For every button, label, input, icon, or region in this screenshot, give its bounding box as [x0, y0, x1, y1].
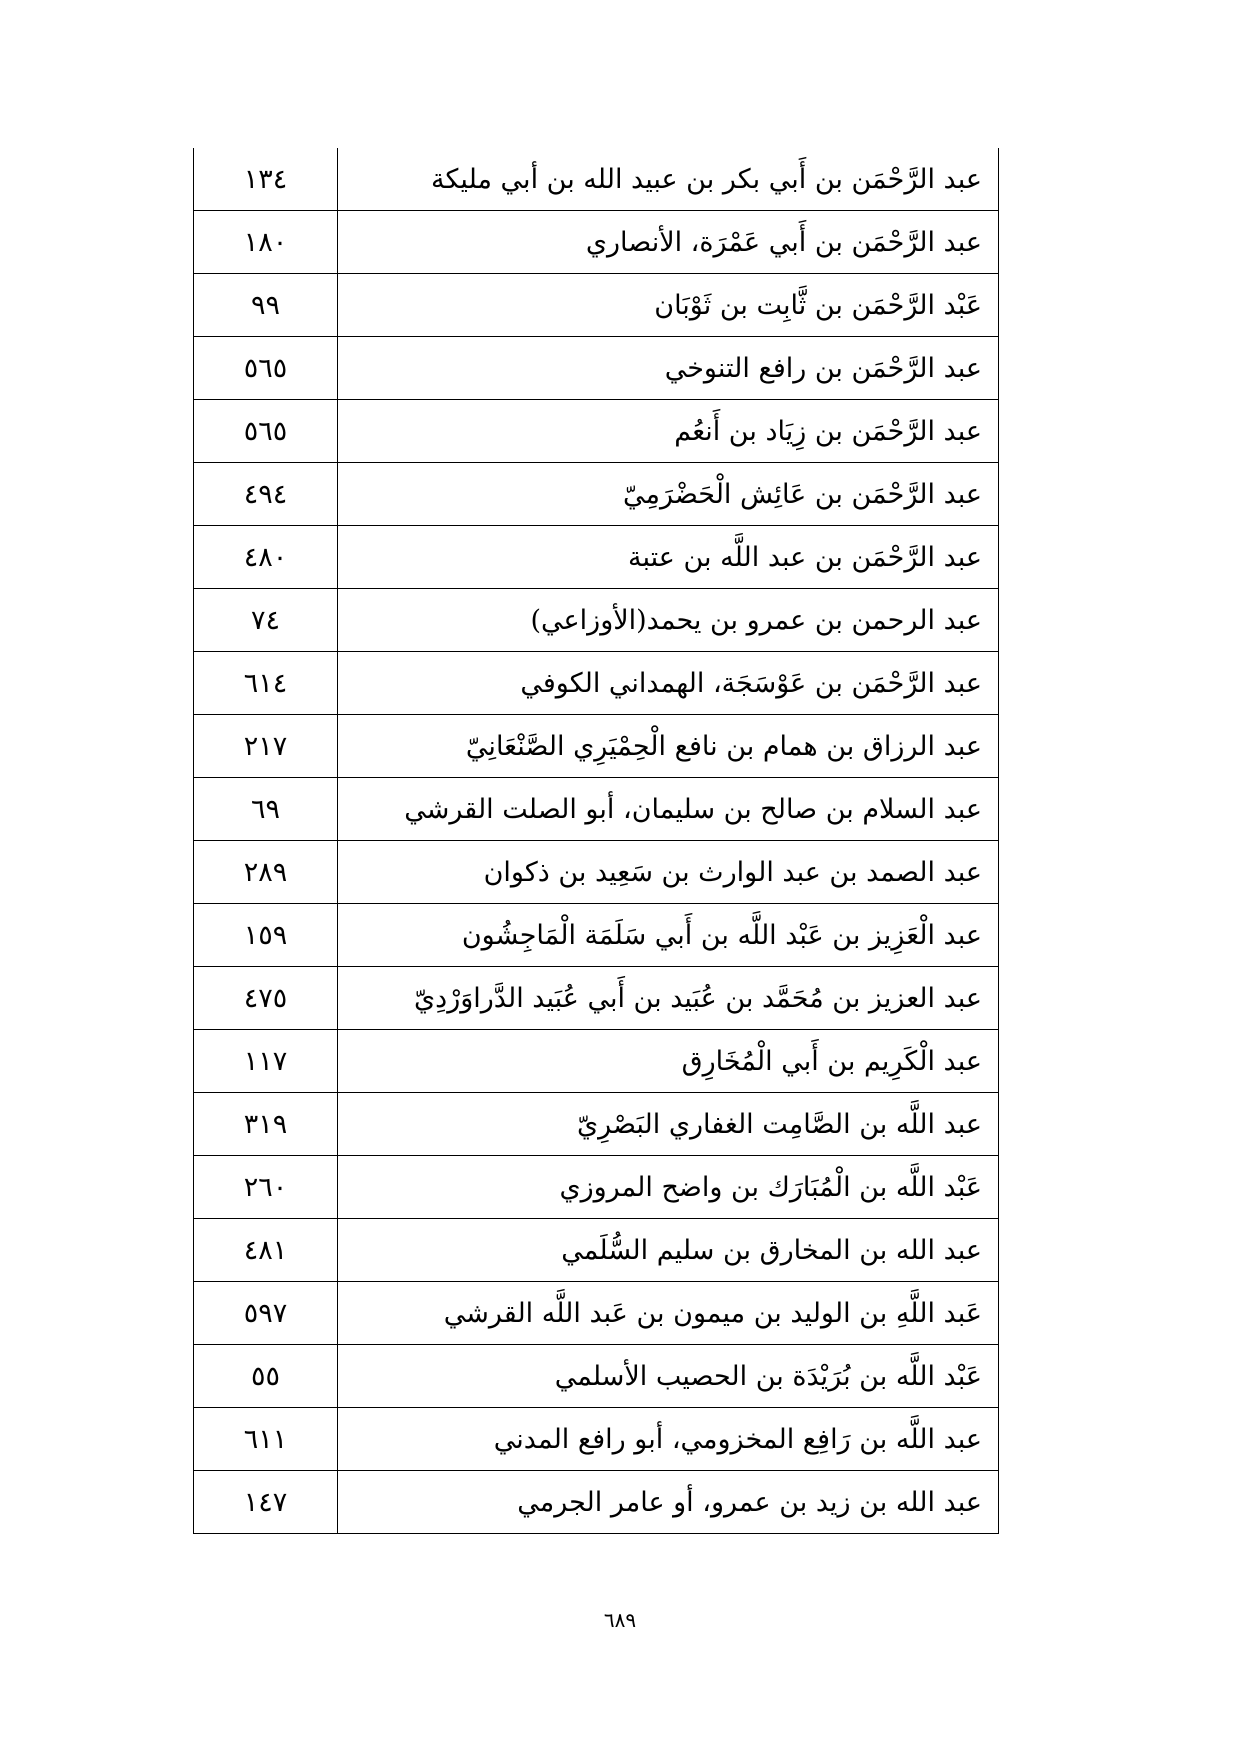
entry-page: ١٤٧	[194, 1471, 338, 1534]
entry-name: عَبْد اللَّه بن بُرَيْدَة بن الحصيب الأسلمي	[338, 1345, 999, 1408]
table-row	[194, 274, 999, 337]
entry-page: ٥٦٥	[194, 337, 338, 400]
entry-name: عبد اللَّه بن رَافِع المخزومي، أبو رافع المدني	[338, 1408, 999, 1471]
table-row	[194, 400, 999, 463]
table-row	[194, 715, 999, 778]
table-row	[194, 463, 999, 526]
entry-name: عبد الرَّحْمَن بن أَبي بكر بن عبيد الله بن أبي مليكة	[338, 148, 999, 211]
entry-name: عبد الرزاق بن همام بن نافع الْحِمْيَرِي الصَّنْعَانِيّ	[338, 715, 999, 778]
entry-page: ٦٩	[194, 778, 338, 841]
entry-page: ٥٩٧	[194, 1282, 338, 1345]
table-row	[194, 1282, 999, 1345]
entry-name: عبد الْكَرِيم بن أَبي الْمُخَارِق	[338, 1030, 999, 1093]
entry-name: عبد الرَّحْمَن بن رافع التنوخي	[338, 337, 999, 400]
table-row	[194, 967, 999, 1030]
entry-name: عَبْد اللَّه بن الْمُبَارَك بن واضح المروزي	[338, 1156, 999, 1219]
table-row	[194, 778, 999, 841]
table-row	[194, 1408, 999, 1471]
table-row	[194, 1471, 999, 1534]
entry-page: ٤٩٤	[194, 463, 338, 526]
entry-page: ٧٤	[194, 589, 338, 652]
table-row	[194, 1093, 999, 1156]
entry-page: ٤٨١	[194, 1219, 338, 1282]
table-row	[194, 589, 999, 652]
table-row	[194, 1156, 999, 1219]
table-row	[194, 211, 999, 274]
entry-page: ٥٥	[194, 1345, 338, 1408]
page-number: ٦٨٩	[603, 1608, 637, 1632]
entry-page: ٦١٤	[194, 652, 338, 715]
entry-name: عبد الرحمن بن عمرو بن يحمد(الأوزاعي)	[338, 589, 999, 652]
entry-name: عَبْد الرَّحْمَن بن ثَّابِت بن ثَوْبَان	[338, 274, 999, 337]
entry-name: عبد الرَّحْمَن بن عَوْسَجَة، الهمداني الكوفي	[338, 652, 999, 715]
table-row	[194, 526, 999, 589]
entry-page: ١٥٩	[194, 904, 338, 967]
table-row	[194, 337, 999, 400]
table-row	[194, 652, 999, 715]
table-row	[194, 841, 999, 904]
entry-page: ٣١٩	[194, 1093, 338, 1156]
table-row	[194, 904, 999, 967]
entry-name: عبد الصمد بن عبد الوارث بن سَعِيد بن ذكوان	[338, 841, 999, 904]
entry-name: عبد السلام بن صالح بن سليمان، أبو الصلت القرشي	[338, 778, 999, 841]
table-row	[194, 1345, 999, 1408]
entry-page: ٩٩	[194, 274, 338, 337]
entry-page: ٢٦٠	[194, 1156, 338, 1219]
entry-name: عبد الرَّحْمَن بن أَبي عَمْرَة، الأنصاري	[338, 211, 999, 274]
entry-name: عبد الْعَزِيز بن عَبْد اللَّه بن أَبي سَلَمَة الْمَاجِشُون	[338, 904, 999, 967]
entry-name: عبد الرَّحْمَن بن زِيَاد بن أَنعُم	[338, 400, 999, 463]
index-table-body	[194, 148, 999, 1534]
entry-page: ١٨٠	[194, 211, 338, 274]
entry-name: عبد الله بن زيد بن عمرو، أو عامر الجرمي	[338, 1471, 999, 1534]
entry-name: عبد العزيز بن مُحَمَّد بن عُبَيد بن أَبي عُبَيد الدَّراوَرْدِيّ	[338, 967, 999, 1030]
entry-name: عبد الرَّحْمَن بن عَائِش الْحَضْرَمِيّ	[338, 463, 999, 526]
entry-page: ٤٨٠	[194, 526, 338, 589]
entry-page: ٤٧٥	[194, 967, 338, 1030]
name-index-table	[193, 148, 999, 1534]
entry-name: عَبد اللَّهِ بن الوليد بن ميمون بن عَبد اللَّه القرشي	[338, 1282, 999, 1345]
entry-page: ٢٨٩	[194, 841, 338, 904]
entry-name: عبد الرَّحْمَن بن عبد اللَّه بن عتبة	[338, 526, 999, 589]
entry-name: عبد الله بن المخارق بن سليم السُّلَمي	[338, 1219, 999, 1282]
entry-name: عبد اللَّه بن الصَّامِت الغفاري البَصْرِيّ	[338, 1093, 999, 1156]
entry-page: ١٣٤	[194, 148, 338, 211]
table-row	[194, 148, 999, 211]
entry-page: ٥٦٥	[194, 400, 338, 463]
table-row	[194, 1030, 999, 1093]
entry-page: ١١٧	[194, 1030, 338, 1093]
table-row	[194, 1219, 999, 1282]
entry-page: ٦١١	[194, 1408, 338, 1471]
entry-page: ٢١٧	[194, 715, 338, 778]
